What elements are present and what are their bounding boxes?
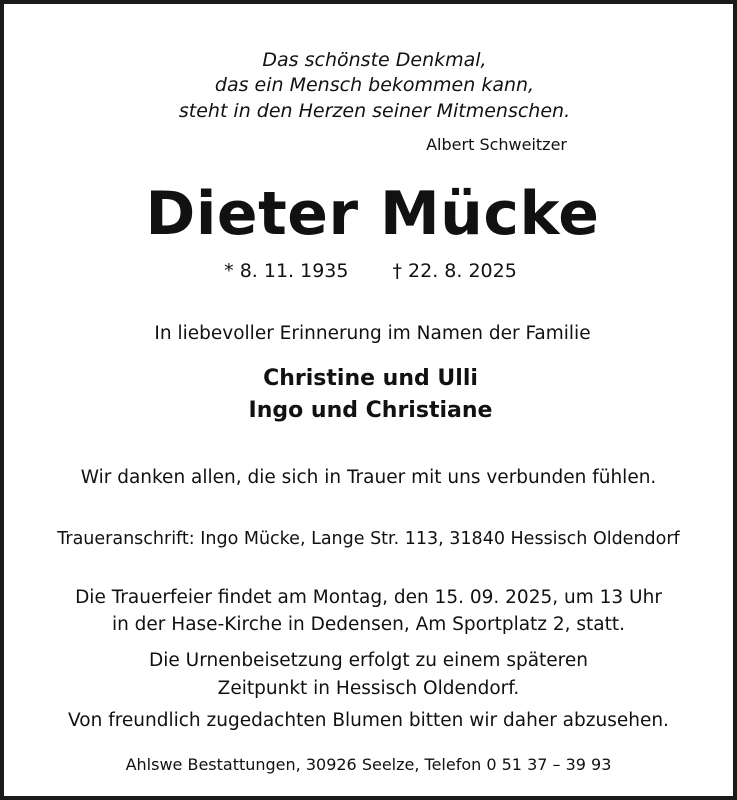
- quote-author: Albert Schweitzer: [426, 135, 567, 154]
- deceased-name: Dieter Mücke: [145, 179, 600, 249]
- family-line-2: Ingo und Christiane: [248, 398, 493, 423]
- quote-line-2: das ein Mensch bekommen kann,: [214, 74, 535, 96]
- ceremony-line-5: Von freundlich zugedachten Blumen bitten wir daher abzusehen.: [68, 710, 669, 731]
- birth-date: * 8. 11. 1935: [224, 260, 349, 282]
- ceremony-line-3: Die Urnenbeisetzung erfolgt zu einem späteren: [149, 650, 588, 671]
- quote-line-3: steht in den Herzen seiner Mitmenschen.: [178, 100, 571, 122]
- ceremony-line-2: in der Hase-Kirche in Dedensen, Am Sportplatz 2, statt.: [111, 614, 626, 635]
- undertaker-info: Ahlswe Bestattungen, 30926 Seelze, Telefon 0 51 37 – 39 93: [125, 755, 612, 774]
- ceremony-line-4: Zeitpunkt in Hessisch Oldendorf.: [217, 678, 520, 699]
- life-dates: [6, 262, 735, 281]
- ceremony-line-1: Die Trauerfeier findet am Montag, den 15. 09. 2025, um 13 Uhr: [75, 587, 662, 608]
- remembrance-text: In liebevoller Erinnerung im Namen der Familie: [154, 323, 591, 344]
- family-line-1: Christine und Ulli: [263, 366, 478, 391]
- death-date: † 22. 8. 2025: [392, 260, 517, 282]
- quote-line-1: Das schönste Denkmal,: [262, 49, 487, 71]
- mourning-address: Traueranschrift: Ingo Mücke, Lange Str. 113, 31840 Hessisch Oldendorf: [57, 529, 680, 549]
- thanks-text: Wir danken allen, die sich in Trauer mit uns verbunden fühlen.: [80, 467, 657, 488]
